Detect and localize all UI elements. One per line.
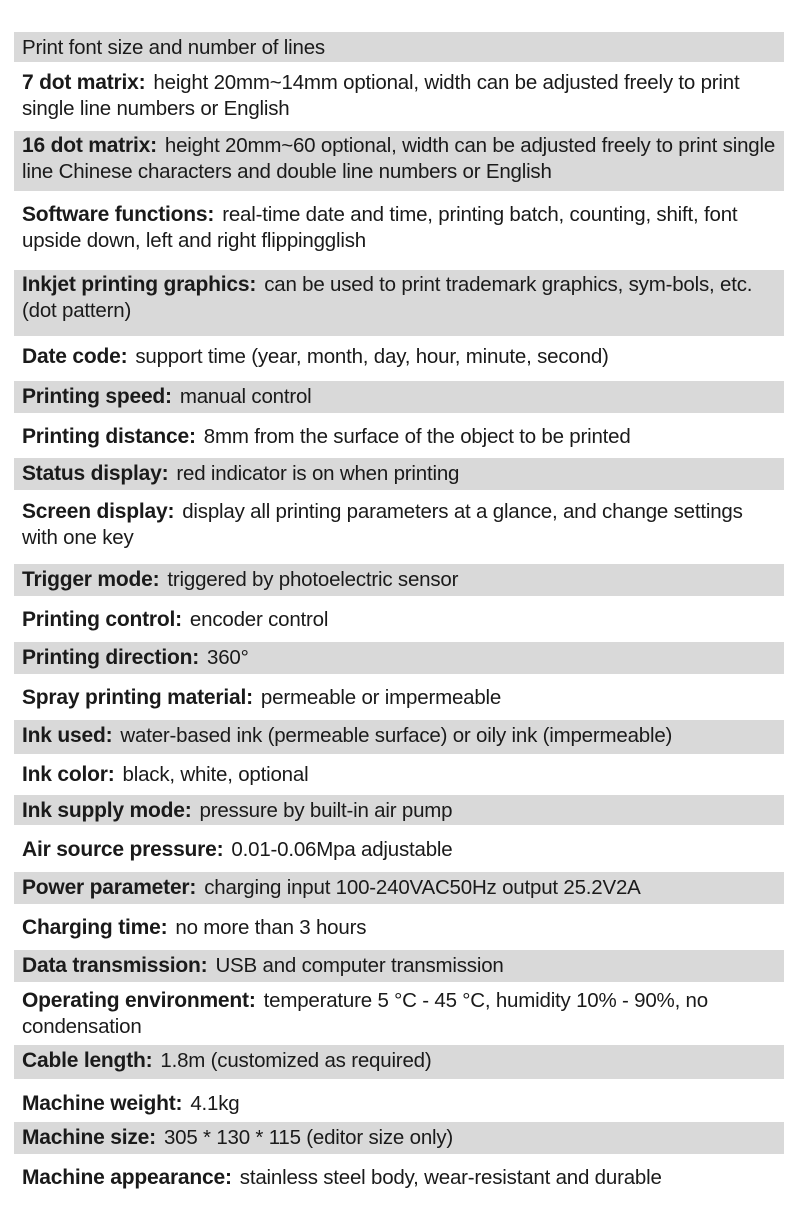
spec-label: Ink used:	[22, 724, 113, 747]
spec-label: Spray printing material:	[22, 686, 253, 709]
spec-label: Printing speed:	[22, 385, 172, 408]
spec-value: black, white, optional	[122, 763, 309, 786]
spec-row-7-dot-matrix	[14, 68, 784, 126]
spec-label: Screen display:	[22, 500, 175, 523]
spec-label: 16 dot matrix:	[22, 134, 157, 157]
spec-value: real-time date and time, printing batch, counting, shift, font upside down, left and right flippingglish	[22, 203, 738, 252]
spec-value: USB and computer transmission	[215, 954, 504, 977]
spec-row-software-functions	[14, 200, 784, 258]
spec-row-inkjet-graphics	[14, 270, 784, 336]
spec-row-data-transmission	[14, 950, 784, 982]
spec-row-ink-color	[14, 759, 784, 791]
spec-row-cable-length	[14, 1045, 784, 1079]
spec-value: pressure by built-in air pump	[199, 799, 453, 822]
spec-row-charging-time	[14, 912, 784, 944]
spec-value: support time (year, month, day, hour, minute, second)	[135, 345, 609, 368]
spec-value: triggered by photoelectric sensor	[167, 568, 459, 591]
spec-value: stainless steel body, wear-resistant and durable	[239, 1166, 662, 1189]
spec-label: Charging time:	[22, 916, 168, 939]
spec-heading: Print font size and number of lines	[22, 36, 325, 59]
spec-value: charging input 100-240VAC50Hz output 25.2V2A	[204, 876, 641, 899]
spec-value: 8mm from the surface of the object to be printed	[203, 425, 631, 448]
spec-label: 7 dot matrix:	[22, 71, 146, 94]
spec-label: Air source pressure:	[22, 838, 224, 861]
spec-label: Cable length:	[22, 1049, 153, 1072]
spec-label: Power parameter:	[22, 876, 197, 899]
spec-row-date-code	[14, 341, 784, 373]
spec-value: red indicator is on when printing	[176, 462, 460, 485]
spec-label: Printing control:	[22, 608, 182, 631]
spec-label: Machine size:	[22, 1126, 156, 1149]
spec-row-air-pressure	[14, 834, 784, 866]
spec-row-printing-speed	[14, 381, 784, 413]
spec-row-machine-size	[14, 1122, 784, 1154]
spec-value: permeable or impermeable	[260, 686, 502, 709]
spec-value: height 20mm~14mm optional, width can be adjusted freely to print single line numbers or English	[22, 71, 740, 120]
spec-row-power	[14, 872, 784, 904]
spec-label: Software functions:	[22, 203, 215, 226]
spec-label: Date code:	[22, 345, 128, 368]
spec-label: Printing direction:	[22, 646, 200, 669]
spec-label: Ink supply mode:	[22, 799, 192, 822]
spec-row-printing-distance	[14, 421, 784, 453]
spec-value: water-based ink (permeable surface) or oily ink (impermeable)	[120, 724, 673, 747]
spec-label: Trigger mode:	[22, 568, 160, 591]
spec-label: Operating environment:	[22, 989, 256, 1012]
spec-row-printing-direction	[14, 642, 784, 674]
spec-row-machine-weight	[14, 1088, 784, 1120]
spec-value: 360°	[207, 646, 249, 669]
spec-value: no more than 3 hours	[175, 916, 367, 939]
spec-row-ink-supply	[14, 795, 784, 825]
spec-value: manual control	[179, 385, 312, 408]
spec-label: Data transmission:	[22, 954, 208, 977]
spec-label: Machine weight:	[22, 1092, 183, 1115]
spec-label: Ink color:	[22, 763, 115, 786]
spec-value: encoder control	[189, 608, 329, 631]
spec-value: display all printing parameters at a glance, and change settings with one key	[22, 500, 743, 549]
spec-label: Printing distance:	[22, 425, 196, 448]
spec-value: height 20mm~60 optional, width can be adjusted freely to print single line Chinese characters and double line numbers or English	[22, 134, 776, 183]
spec-row-environment	[14, 986, 784, 1042]
spec-value: can be used to print trademark graphics, sym-bols, etc. (dot pattern)	[22, 273, 753, 322]
spec-row-machine-appearance	[14, 1162, 784, 1194]
spec-row-16-dot-matrix	[14, 131, 784, 191]
spec-row-spray-material	[14, 682, 784, 714]
spec-row-status-display	[14, 458, 784, 490]
spec-value: temperature 5 °C - 45 °C, humidity 10% - 90%, no condensation	[22, 989, 708, 1038]
spec-label: Machine appearance:	[22, 1166, 232, 1189]
spec-value: 1.8m (customized as required)	[160, 1049, 432, 1072]
spec-value: 0.01-0.06Mpa adjustable	[231, 838, 453, 861]
spec-row-ink-used	[14, 720, 784, 754]
spec-value: 305 * 130 * 115 (editor size only)	[163, 1126, 454, 1149]
spec-label: Status display:	[22, 462, 169, 485]
spec-row-printing-control	[14, 604, 784, 636]
spec-value: 4.1kg	[190, 1092, 240, 1115]
spec-row-trigger-mode	[14, 564, 784, 596]
spec-row-screen-display	[14, 497, 784, 557]
spec-row-heading	[14, 32, 784, 62]
spec-label: Inkjet printing graphics:	[22, 273, 257, 296]
